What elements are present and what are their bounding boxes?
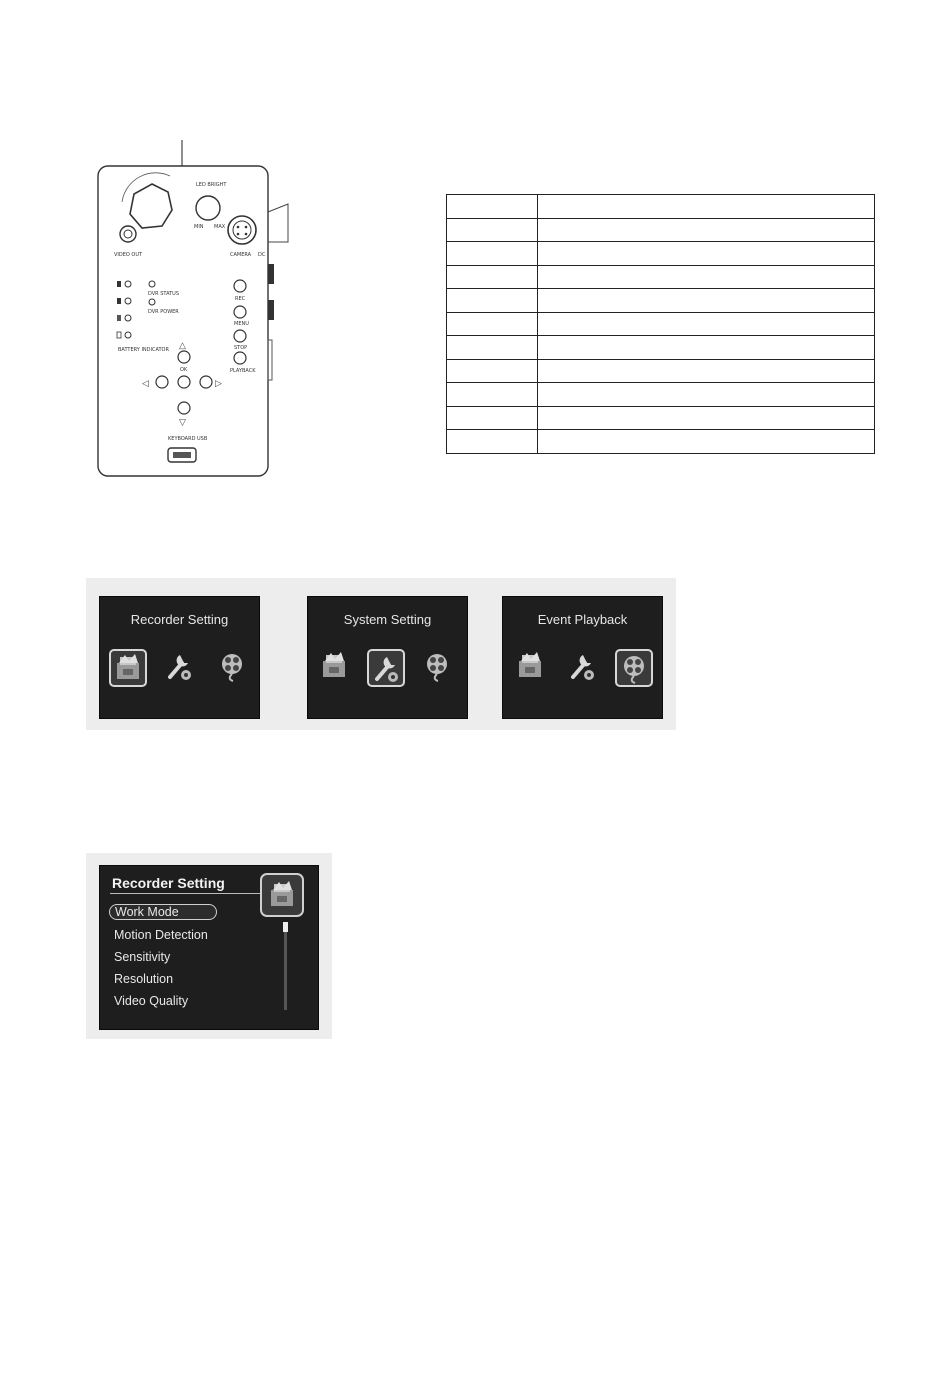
down-button[interactable] [178,402,190,414]
scrollbar-thumb[interactable] [283,922,288,932]
menu-item-sensitivity[interactable]: Sensitivity [114,950,171,964]
dvr-status-label: DVR STATUS [148,291,180,297]
recorder-icon[interactable] [317,649,351,683]
min-label: MIN [194,224,204,230]
side-bracket [268,204,288,242]
device-front-panel-diagram [90,140,310,485]
recorder-setting-screen [99,865,319,1030]
recorder-icon[interactable] [109,649,147,687]
menu-item-work-mode[interactable]: Work Mode [109,904,217,920]
playback-button[interactable] [234,352,246,364]
keyboard-usb-label: KEYBOARD USB [168,436,208,442]
stop-button[interactable] [234,330,246,342]
wrench-icon[interactable] [565,649,599,683]
recorder-icon[interactable] [513,649,547,683]
right-button[interactable] [200,376,212,388]
left-button[interactable] [156,376,168,388]
up-button[interactable] [178,351,190,363]
dvr-power-led-icon [149,299,155,305]
table-row [447,383,875,407]
camera-label: CAMERA [230,252,252,258]
video-out-jack-icon [120,226,136,242]
table-row [447,406,875,430]
down-arrow-icon: ▽ [179,417,186,427]
menu-title: Event Playback [537,612,628,627]
menu-item-resolution[interactable]: Resolution [114,972,174,986]
left-arrow-icon: ◁ [142,378,149,388]
wrench-icon[interactable] [162,649,196,683]
menu-title: System Setting [343,612,432,627]
video-out-label: VIDEO OUT [114,252,143,258]
led-bright-label: LED BRIGHT [196,182,227,188]
right-arrow-icon: ▷ [215,378,222,388]
dvr-power-label: DVR POWER [148,309,179,315]
rec-label: REC [235,296,246,302]
button-function-table [446,194,875,454]
ok-button[interactable] [178,376,190,388]
rec-button[interactable] [234,280,246,292]
recorder-icon [260,873,304,917]
side-switch-icon [268,300,274,320]
up-arrow-icon: △ [179,340,186,350]
playback-label: PLAYBACK [230,368,256,374]
table-row [447,430,875,454]
max-label: MAX [214,224,226,230]
wrench-icon[interactable] [367,649,405,687]
led-bright-knob-icon [196,196,220,220]
menu-title: Recorder Setting [130,612,229,627]
battery-indicator-leds [117,281,131,338]
dc-label: DC [258,252,266,258]
table-row [447,218,875,242]
table-row [447,336,875,360]
menu-button[interactable] [234,306,246,318]
ok-label: OK [180,367,188,373]
table-row [447,242,875,266]
playback-reel-icon[interactable] [420,649,454,683]
menu-item-video-quality[interactable]: Video Quality [114,994,189,1008]
recorder-setting-menu-screen [99,596,260,719]
system-setting-menu-screen [307,596,468,719]
event-playback-menu-screen [502,596,663,719]
mode-dial-icon [130,184,172,228]
camera-connector-icon [228,216,256,244]
playback-reel-icon[interactable] [215,649,249,683]
table-row [447,195,875,219]
dc-jack-icon [268,264,274,284]
table-row [447,312,875,336]
table-row [447,265,875,289]
dvr-status-led-icon [149,281,155,287]
title-divider [110,893,260,894]
table-row [447,289,875,313]
scrollbar-track[interactable] [284,922,287,1010]
recorder-setting-title: Recorder Setting [112,875,225,891]
table-row [447,359,875,383]
playback-reel-icon[interactable] [615,649,653,687]
battery-indicator-label: BATTERY INDICATOR [118,347,169,353]
menu-item-motion-detection[interactable]: Motion Detection [114,928,208,942]
menu-label: MENU [234,321,249,327]
stop-label: STOP [234,345,248,351]
